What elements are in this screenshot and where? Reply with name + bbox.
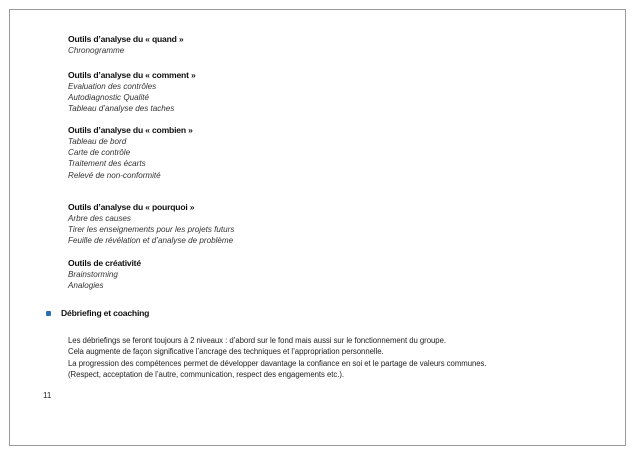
square-bullet-icon	[46, 311, 51, 316]
section-item: Relevé de non-conformité	[68, 170, 161, 180]
page-number: 11	[43, 391, 52, 400]
body-paragraph	[68, 335, 487, 380]
section-item: Analogies	[68, 281, 104, 291]
section-item: Arbre des causes	[68, 214, 131, 223]
page-content	[10, 10, 625, 445]
section-item: Brainstorming	[68, 270, 118, 279]
paragraph-line: La progression des compétences permet de développer davantage la confiance en soi et le partage de valeurs communes.	[68, 358, 487, 368]
bullet-heading	[46, 308, 149, 318]
paragraph-line: Les débriefings se feront toujours à 2 niveaux : d’abord sur le fond mais aussi sur le fonctionnement du groupe.	[68, 336, 446, 345]
paragraph-line: Cela augmente de façon significative l’ancrage des techniques et l’appropriation personnelle.	[68, 347, 384, 357]
paragraph-line: (Respect, acceptation de l’autre, communication, respect des engagements etc.).	[68, 369, 345, 379]
section-item: Tirer les enseignements pour les projets futurs	[68, 225, 235, 235]
section-title: Outils d’analyse du « comment »	[68, 70, 196, 80]
section-item: Chronogramme	[68, 46, 125, 55]
section-quand	[68, 34, 184, 56]
section-item: Feuille de révélation et d’analyse de problème	[68, 236, 234, 246]
section-title: Outils d’analyse du « pourquoi »	[68, 202, 195, 212]
section-pourquoi	[68, 202, 234, 247]
section-creativite	[68, 258, 141, 291]
section-item: Carte de contrôle	[68, 148, 131, 158]
section-comment	[68, 70, 196, 115]
document-page	[9, 9, 626, 446]
section-title: Outils d’analyse du « quand »	[68, 34, 184, 44]
section-item: Tableau d’analyse des taches	[68, 104, 175, 114]
section-title: Outils d’analyse du « combien »	[68, 125, 193, 135]
section-item: Traitement des écarts	[68, 159, 146, 169]
section-combien	[68, 125, 193, 181]
section-item: Evaluation des contrôles	[68, 82, 157, 91]
bullet-heading-label: Débriefing et coaching	[61, 308, 150, 318]
section-item: Tableau de bord	[68, 137, 127, 146]
section-item: Autodiagnostic Qualité	[68, 93, 149, 103]
section-title: Outils de créativité	[68, 258, 141, 268]
